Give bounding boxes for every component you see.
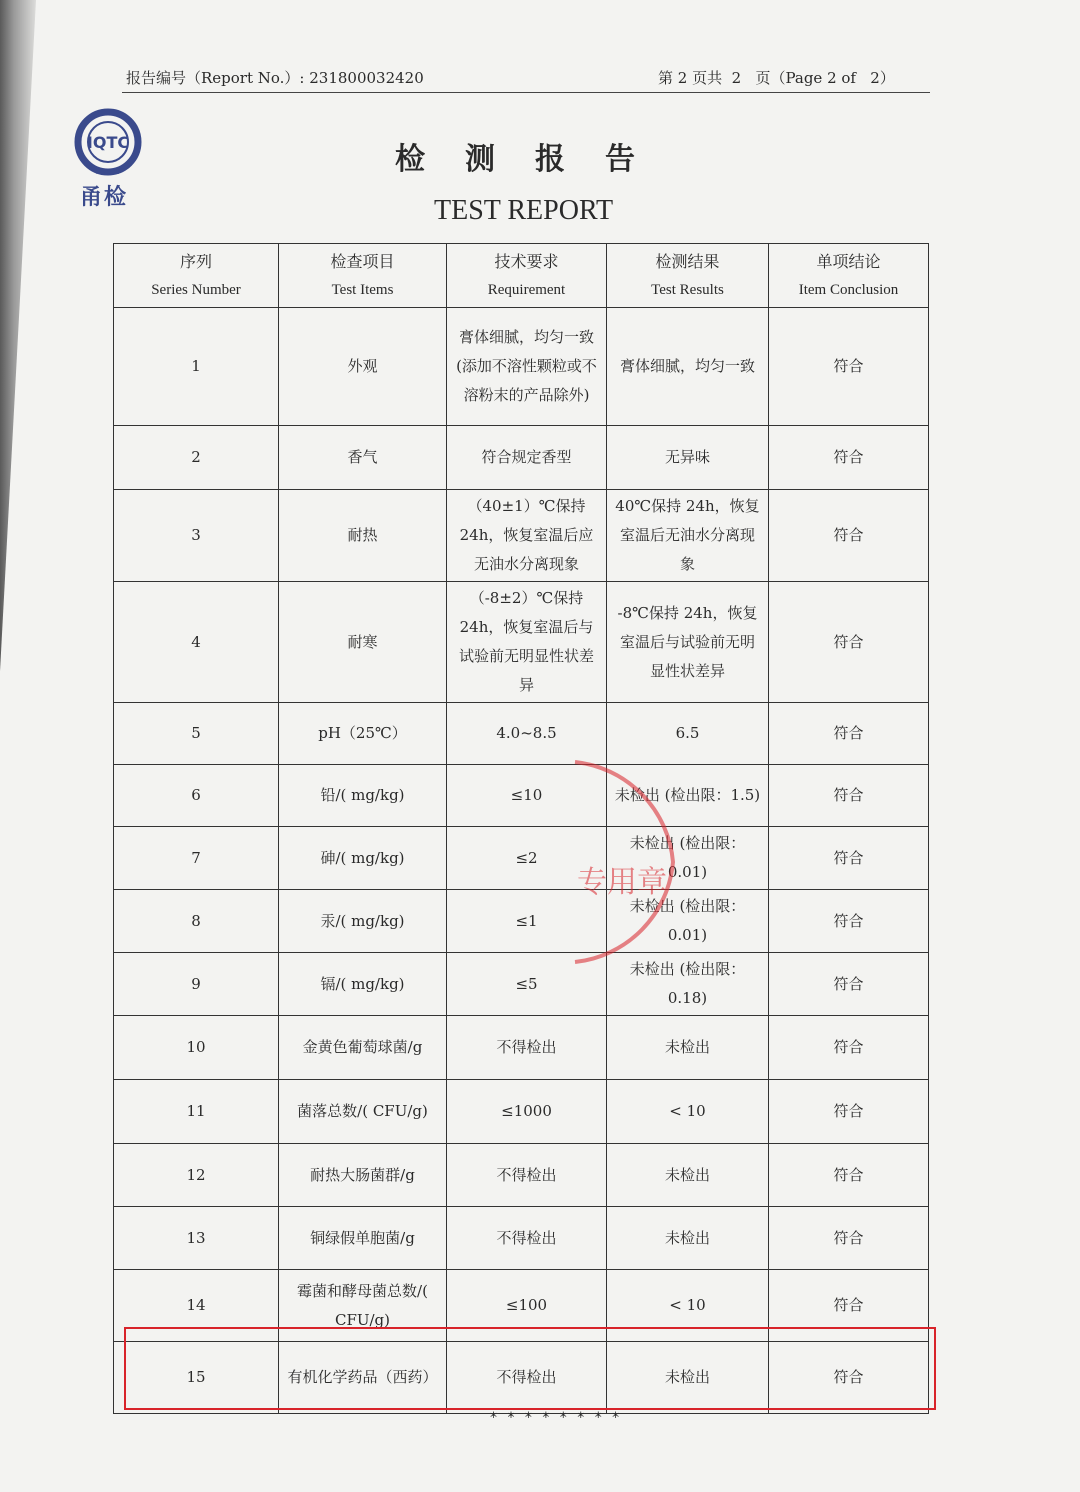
test-results-table	[113, 243, 929, 1414]
cell-result: 未检出 (检出限：0.01)	[607, 827, 769, 890]
cell-conclusion: 符合	[769, 1016, 929, 1080]
cell-no: 1	[114, 308, 279, 426]
header-item-conclusion: 单项结论 Item Conclusion	[769, 244, 929, 308]
cell-req: ≤1000	[447, 1080, 607, 1144]
cell-no: 14	[114, 1270, 279, 1342]
table-row	[114, 953, 929, 1016]
cell-result: 未检出 (检出限：0.18)	[607, 953, 769, 1016]
header-test-results: 检测结果 Test Results	[607, 244, 769, 308]
cell-item: 有机化学药品（西药）	[279, 1342, 447, 1414]
cell-req: ≤5	[447, 953, 607, 1016]
cell-no: 3	[114, 490, 279, 582]
cell-item: 汞/( mg/kg)	[279, 890, 447, 953]
title-chinese: 检测报告	[395, 142, 675, 177]
cell-req: 不得检出	[447, 1207, 607, 1270]
cell-req: 4.0~8.5	[447, 703, 607, 765]
table-row	[114, 490, 929, 582]
cell-result: < 10	[607, 1270, 769, 1342]
cell-conclusion: 符合	[769, 426, 929, 490]
cell-conclusion: 符合	[769, 1342, 929, 1414]
logo-sub: NINGBO	[95, 169, 121, 176]
cell-req: （40±1）℃保持24h，恢复室温后应无油水分离现象	[447, 490, 607, 582]
table-row	[114, 582, 929, 703]
cell-req: 符合规定香型	[447, 426, 607, 490]
cell-result: 6.5	[607, 703, 769, 765]
cell-result: 未检出 (检出限：0.01)	[607, 890, 769, 953]
table-row	[114, 1080, 929, 1144]
table-header-row	[114, 244, 929, 308]
cell-item: 耐热大肠菌群/g	[279, 1144, 447, 1207]
cell-conclusion: 符合	[769, 308, 929, 426]
cell-item: 镉/( mg/kg)	[279, 953, 447, 1016]
cell-result: 无异味	[607, 426, 769, 490]
header-divider	[122, 92, 930, 93]
cell-result: 膏体细腻，均匀一致	[607, 308, 769, 426]
cell-no: 11	[114, 1080, 279, 1144]
cell-item: 外观	[279, 308, 447, 426]
logo-text: 甬检	[80, 185, 129, 210]
cell-no: 8	[114, 890, 279, 953]
cell-result: 未检出	[607, 1342, 769, 1414]
cell-conclusion: 符合	[769, 765, 929, 827]
cell-item: 香气	[279, 426, 447, 490]
cell-no: 4	[114, 582, 279, 703]
cell-req: （-8±2）℃保持24h，恢复室温后与试验前无明显性状差异	[447, 582, 607, 703]
official-stamp-icon	[555, 752, 675, 972]
cell-result: -8℃保持 24h，恢复室温后与试验前无明显性状差异	[607, 582, 769, 703]
cell-no: 12	[114, 1144, 279, 1207]
end-of-report-marker: * * * * * * * *	[490, 1410, 623, 1426]
cell-conclusion: 符合	[769, 582, 929, 703]
cell-req: ≤100	[447, 1270, 607, 1342]
cell-conclusion: 符合	[769, 827, 929, 890]
cell-req: 膏体细腻，均匀一致(添加不溶性颗粒或不溶粉末的产品除外)	[447, 308, 607, 426]
cell-no: 5	[114, 703, 279, 765]
cell-item: 金黄色葡萄球菌/g	[279, 1016, 447, 1080]
cell-conclusion: 符合	[769, 953, 929, 1016]
cell-item: 霉菌和酵母菌总数/( CFU/g)	[279, 1270, 447, 1342]
table-row	[114, 890, 929, 953]
cell-item: 铅/( mg/kg)	[279, 765, 447, 827]
cell-req: ≤2	[447, 827, 607, 890]
cell-conclusion: 符合	[769, 703, 929, 765]
title-english: TEST REPORT	[434, 195, 614, 226]
cell-no: 7	[114, 827, 279, 890]
cell-item: 铜绿假单胞菌/g	[279, 1207, 447, 1270]
cell-no: 13	[114, 1207, 279, 1270]
cell-result: 未检出	[607, 1144, 769, 1207]
header-test-items: 检查项目 Test Items	[279, 244, 447, 308]
cell-req: 不得检出	[447, 1144, 607, 1207]
cell-no: 6	[114, 765, 279, 827]
cell-result: 40℃保持 24h，恢复室温后无油水分离现象	[607, 490, 769, 582]
table-row	[114, 703, 929, 765]
table-row	[114, 426, 929, 490]
cell-item: 耐热	[279, 490, 447, 582]
cell-conclusion: 符合	[769, 1270, 929, 1342]
table-row	[114, 765, 929, 827]
cell-result: 未检出	[607, 1207, 769, 1270]
cell-conclusion: 符合	[769, 1207, 929, 1270]
table-row	[114, 1144, 929, 1207]
cell-conclusion: 符合	[769, 1080, 929, 1144]
cell-item: 耐寒	[279, 582, 447, 703]
header-requirement: 技术要求 Requirement	[447, 244, 607, 308]
report-number: 报告编号（Report No.）: 231800032420	[126, 69, 424, 87]
paper-shadow-edge	[0, 0, 40, 1492]
cell-result: 未检出 (检出限：1.5)	[607, 765, 769, 827]
cell-req: 不得检出	[447, 1342, 607, 1414]
cell-result: < 10	[607, 1080, 769, 1144]
cell-req: ≤1	[447, 890, 607, 953]
table-row	[114, 1016, 929, 1080]
table-row	[114, 308, 929, 426]
cell-item: 砷/( mg/kg)	[279, 827, 447, 890]
cell-conclusion: 符合	[769, 490, 929, 582]
cell-req: ≤10	[447, 765, 607, 827]
cell-no: 10	[114, 1016, 279, 1080]
cell-result: 未检出	[607, 1016, 769, 1080]
cell-no: 2	[114, 426, 279, 490]
table-row	[114, 827, 929, 890]
table-row	[114, 1207, 929, 1270]
cell-item: 菌落总数/( CFU/g)	[279, 1080, 447, 1144]
cell-no: 15	[114, 1342, 279, 1414]
cell-conclusion: 符合	[769, 890, 929, 953]
logo-mark: IQTC	[86, 133, 130, 152]
cell-req: 不得检出	[447, 1016, 607, 1080]
highlight-box-row-15	[124, 1327, 936, 1410]
page-number: 第 2 页共 2 页（Page 2 of 2）	[658, 69, 895, 87]
cell-no: 9	[114, 953, 279, 1016]
stamp-text: 专用章	[577, 865, 667, 900]
header-series-number: 序列 Series Number	[114, 244, 279, 308]
cell-conclusion: 符合	[769, 1144, 929, 1207]
cell-item: pH（25℃）	[279, 703, 447, 765]
